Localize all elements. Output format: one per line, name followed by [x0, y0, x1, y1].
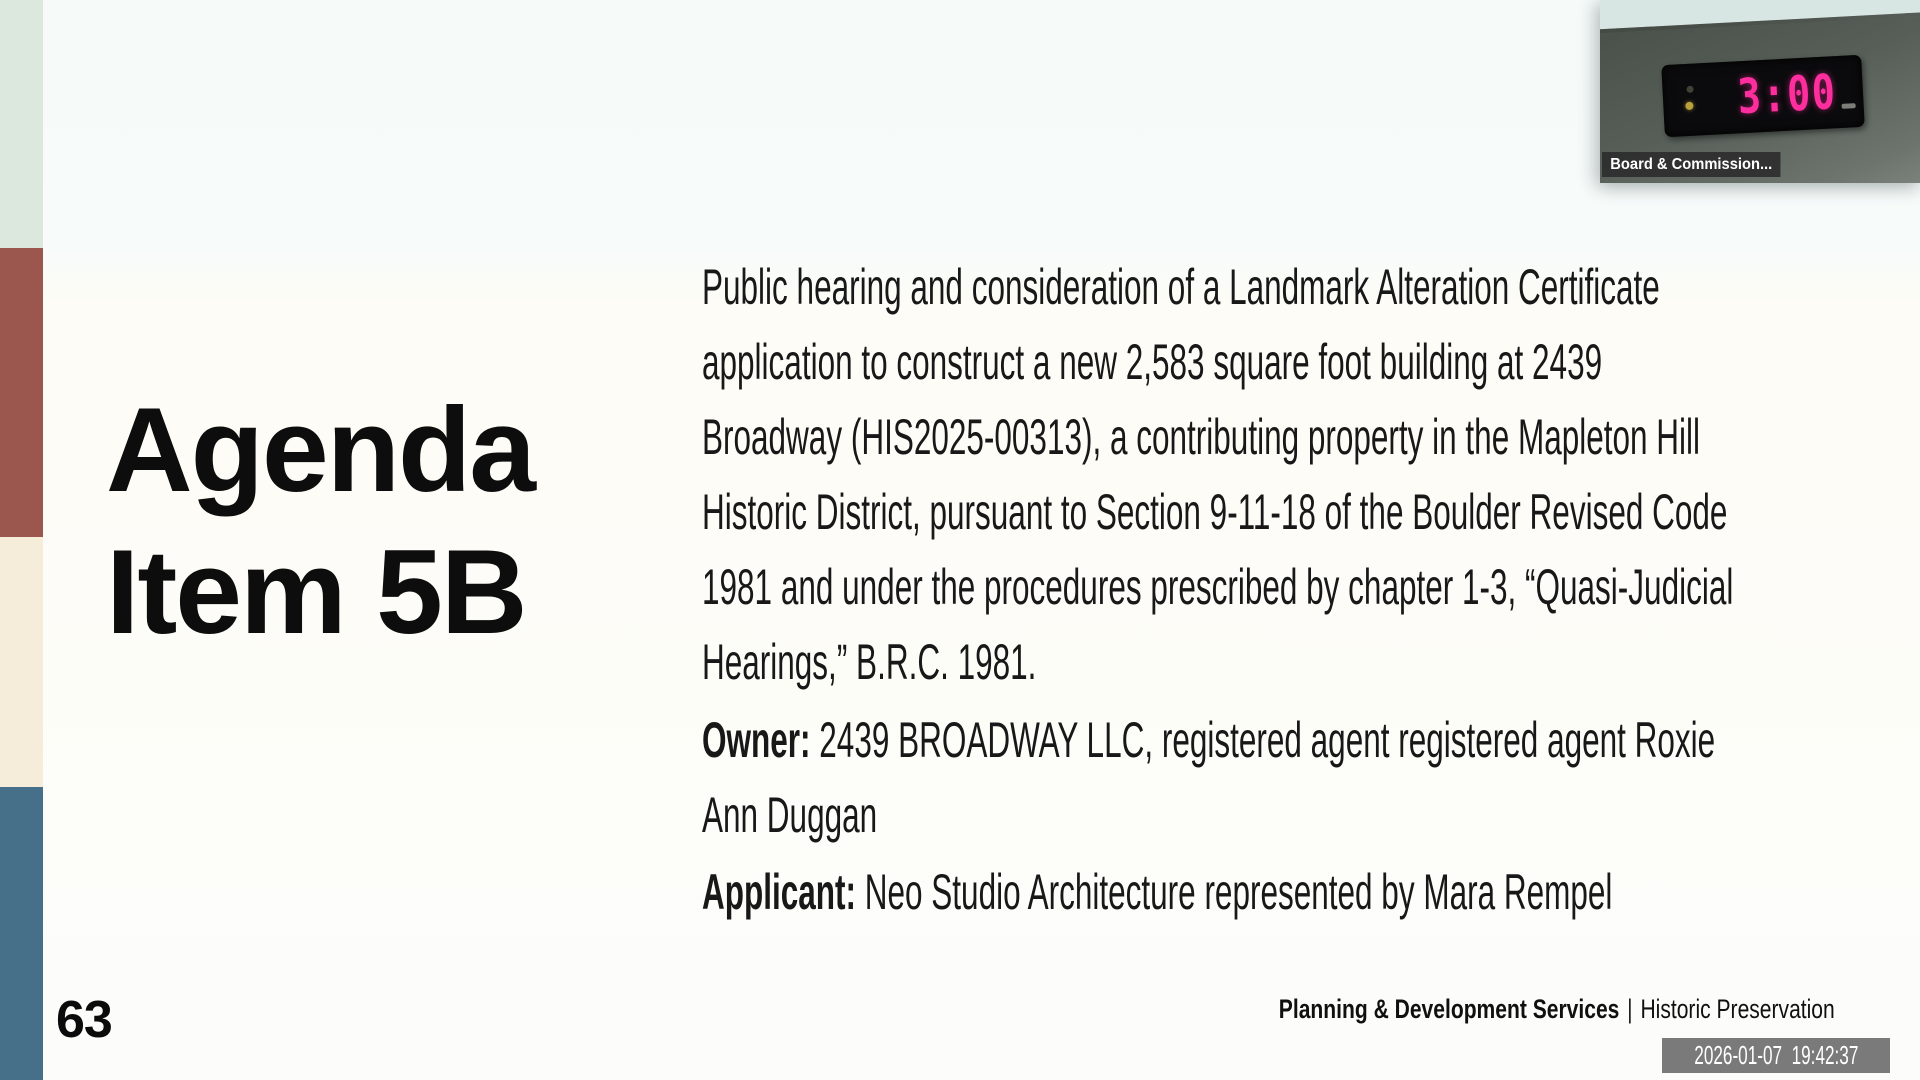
applicant-line	[702, 855, 1733, 930]
stripe-segment-cream	[0, 537, 43, 787]
body-line: application to construct a new 2,583 square foot building at 2439	[702, 334, 1603, 390]
owner-paragraph	[702, 703, 1920, 853]
accent-stripe	[0, 0, 43, 1080]
video-thumbnail[interactable]	[1600, 0, 1920, 183]
title-line: Agenda	[106, 383, 535, 517]
slide-body	[702, 250, 1920, 930]
clock-side-marker	[1842, 103, 1856, 109]
applicant-label: Applicant:	[702, 864, 856, 920]
timestamp-text: 2026-01-07 19:42:37	[1693, 1040, 1859, 1070]
countdown-clock	[1661, 55, 1864, 137]
clock-indicator-dot-yellow	[1685, 102, 1693, 110]
footer	[1279, 992, 1835, 1026]
owner-line-2: Ann Duggan	[702, 787, 878, 843]
owner-line-1	[702, 703, 1733, 778]
body-line: 1981 and under the procedures prescribed by chapter 1-3, “Quasi-Judicial	[702, 559, 1734, 615]
footer-department: Planning & Development Services	[1279, 994, 1620, 1024]
owner-label: Owner:	[702, 712, 811, 768]
hearing-description	[702, 250, 1920, 700]
body-line: Hearings,” B.R.C. 1981.	[702, 634, 1037, 690]
body-line: Public hearing and consideration of a Landmark Alteration Certificate	[702, 259, 1660, 315]
clock-indicator-dot-dim	[1686, 86, 1693, 93]
timestamp-overlay	[1662, 1038, 1890, 1073]
stripe-segment-sage	[0, 0, 43, 248]
body-line: Broadway (HIS2025-00313), a contributing property in the Mapleton Hill	[702, 409, 1701, 465]
body-line: Historic District, pursuant to Section 9-11-18 of the Boulder Revised Code	[702, 484, 1728, 540]
slide-title	[106, 379, 534, 663]
applicant-text: Neo Studio Architecture represented by Mara Rempel	[864, 864, 1613, 920]
clock-digits: 3:00	[1736, 64, 1839, 126]
footer-division: Historic Preservation	[1640, 994, 1835, 1024]
applicant-paragraph	[702, 855, 1920, 930]
title-line: Item 5B	[106, 525, 526, 659]
stripe-segment-steel-blue	[0, 787, 43, 1080]
stripe-segment-maroon	[0, 248, 43, 537]
page-number: 63	[56, 991, 112, 1049]
footer-separator: |	[1627, 994, 1633, 1024]
owner-text: 2439 BROADWAY LLC, registered agent registered agent Roxie	[819, 712, 1716, 768]
video-title-label: Board & Commission...	[1602, 152, 1781, 177]
